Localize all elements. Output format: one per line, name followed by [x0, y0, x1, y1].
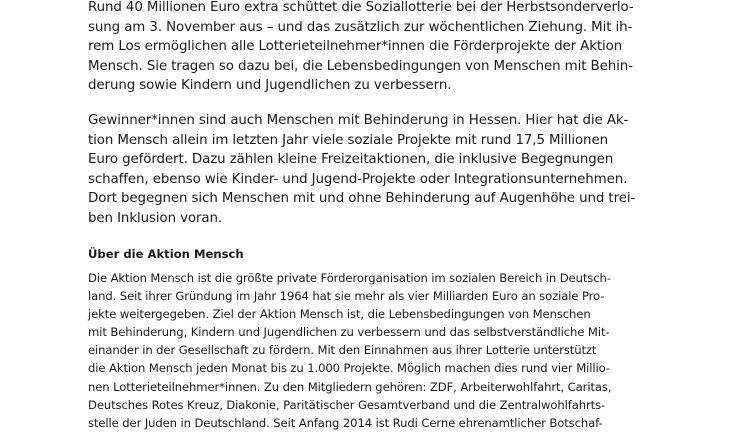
- text-line: Rund 40 Millionen Euro extra schüttet die Soziallotterie bei der Herbstsonderverlo-: [88, 0, 634, 15]
- text-line: Mensch. Sie tragen so dazu bei, die Lebensbedingungen von Menschen mit Behin-: [88, 58, 633, 74]
- about-paragraph: [88, 269, 611, 432]
- text-line: rem Los ermöglichen alle Lotterieteilnehmer*innen die Förderprojekte der Aktion: [88, 39, 623, 55]
- intro-paragraph: [88, 0, 634, 96]
- text-line: jekte weitergegeben. Ziel der Aktion Mensch ist, die Lebensbedingungen von Menschen: [88, 307, 591, 322]
- text-line: Gewinner*innen sind auch Menschen mit Behinderung in Hessen. Hier hat die Ak-: [88, 113, 629, 128]
- about-heading: Über die Aktion Mensch: [88, 247, 244, 261]
- text-line: nen Lotterieteilnehmer*innen. Zu den Mitgliedern gehören: ZDF, Arbeiterwohlfahrt, Caritas,: [88, 379, 612, 394]
- text-line: derung sowie Kindern und Jugendlichen zu verbessern.: [88, 78, 452, 94]
- text-line: Dort begegnen sich Menschen mit und ohne Behinderung auf Augenhöhe und trei-: [88, 191, 636, 207]
- text-line: die Aktion Mensch jeden Monat bis zu 1.000 Projekte. Möglich machen dies rund vier Millio-: [88, 361, 610, 376]
- text-line: land. Seit ihrer Gründung im Jahr 1964 hat sie mehr als vier Milliarden Euro an soziale Pro-: [88, 289, 605, 304]
- text-line: Deutsches Rotes Kreuz, Diakonie, Paritätischer Gesamtverband und die Zentralwohlfahrts-: [88, 397, 606, 412]
- text-line: ben Inklusion voran.: [88, 210, 223, 226]
- text-line: tion Mensch allein im letzten Jahr viele soziale Projekte mit rund 17,5 Millionen: [88, 132, 608, 148]
- text-line: einander in der Gesellschaft zu fördern. Mit den Einnahmen aus ihrer Lotterie unterstützt: [88, 343, 597, 358]
- text-line: Die Aktion Mensch ist die größte private Förderorganisation im sozialen Bereich in Deutsch-: [88, 271, 611, 285]
- hessen-paragraph: [88, 111, 635, 229]
- text-line: mit Behinderung, Kindern und Jugendlichen zu verbessern und das selbstverständliche Mit-: [88, 325, 610, 340]
- text-line: schaffen, ebenso wie Kinder- und Jugend-Projekte oder Integrationsunternehmen.: [88, 171, 628, 187]
- text-line: stelle der Juden in Deutschland. Seit Anfang 2014 ist Rudi Cerne ehrenamtlicher Botschaf-: [88, 415, 603, 430]
- text-line: Euro gefördert. Dazu zählen kleine Freizeitaktionen, die inklusive Begegnungen: [88, 152, 614, 168]
- text-line: sung am 3. November aus – und das zusätzlich zur wöchentlichen Ziehung. Mit ih-: [88, 19, 633, 35]
